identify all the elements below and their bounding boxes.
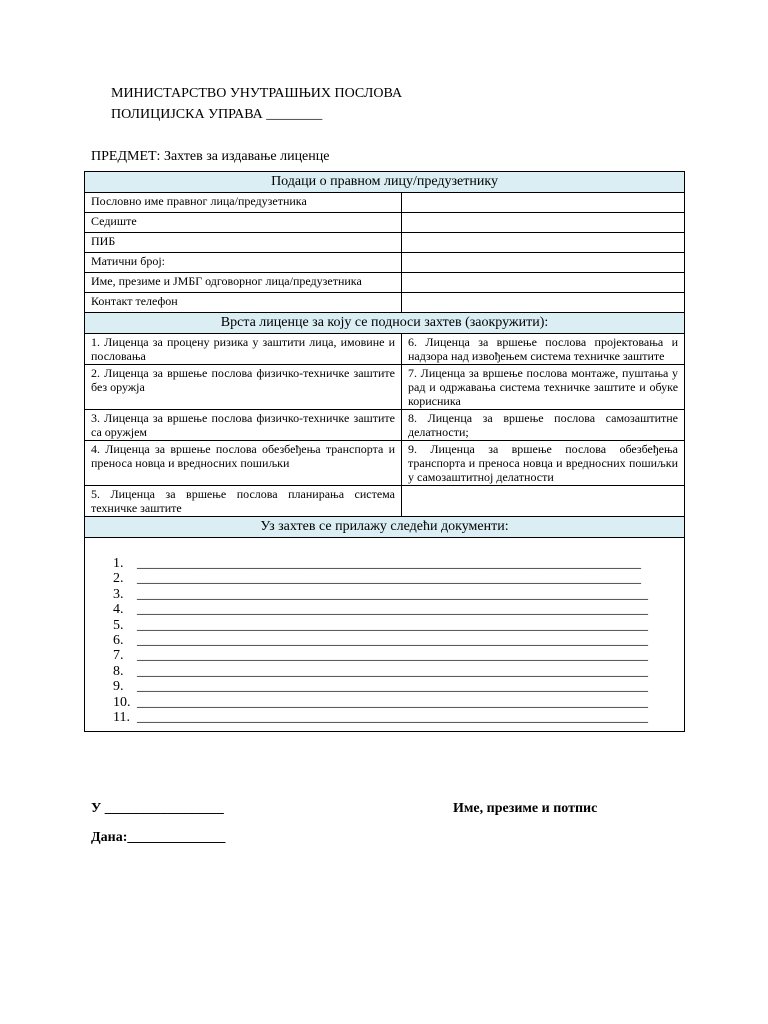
fill-line[interactable]: _________________________________________________________________________ <box>137 694 648 710</box>
list-item[interactable] <box>113 556 684 571</box>
table-row <box>85 441 685 486</box>
fill-line[interactable]: _________________________________________________________________________ <box>137 679 648 695</box>
list-number: 5. <box>113 617 124 633</box>
section-company-data-title: Подаци о правном лицу/предузетнику <box>85 172 685 193</box>
table-row <box>85 213 685 233</box>
documents-list-cell <box>85 538 685 732</box>
section-documents-title: Уз захтев се прилажу следећи документи: <box>85 517 685 538</box>
field-label-pib: ПИБ <box>85 233 402 253</box>
field-label-contact-phone: Контакт телефон <box>85 293 402 313</box>
license-option-2[interactable]: 2. Лиценца за вршење послова физичко-техничке заштите без оружја <box>85 365 402 410</box>
list-item[interactable] <box>113 633 684 648</box>
field-value-business-name[interactable] <box>402 193 685 213</box>
field-label-business-name: Пословно име правног лица/предузетника <box>85 193 402 213</box>
empty-cell <box>402 486 685 517</box>
table-row <box>85 233 685 253</box>
list-number: 7. <box>113 648 124 664</box>
table-row <box>85 253 685 273</box>
table-row <box>85 273 685 293</box>
license-option-8[interactable]: 8. Лиценца за вршење послова самозаштитне делатности; <box>402 410 685 441</box>
license-option-6[interactable]: 6. Лиценца за вршење послова пројектовања и надзора над извођењем система техничке заштите <box>402 334 685 365</box>
place-field[interactable]: У _________________ <box>91 801 224 816</box>
list-number: 4. <box>113 602 124 618</box>
list-item[interactable] <box>113 695 684 710</box>
ministry-heading: МИНИСТАРСТВО УНУТРАШЊИХ ПОСЛОВА <box>111 86 403 101</box>
license-option-9[interactable]: 9. Лиценца за вршење послова обезбеђења транспорта и преноса новца и вредносних пошиљки у самозаштитној делатности <box>402 441 685 486</box>
fill-line[interactable]: ________________________________________________________________________ <box>137 556 641 571</box>
list-item[interactable] <box>113 710 684 725</box>
table-row <box>85 193 685 213</box>
list-item[interactable] <box>113 648 684 663</box>
table-row <box>85 486 685 517</box>
fill-line[interactable]: _________________________________________________________________________ <box>137 633 648 649</box>
field-value-responsible-person[interactable] <box>402 273 685 293</box>
list-number: 10. <box>113 694 131 710</box>
table-row <box>85 334 685 365</box>
fill-line[interactable]: _________________________________________________________________________ <box>137 648 648 664</box>
list-number: 1. <box>113 556 124 571</box>
license-option-5[interactable]: 5. Лиценца за вршење послова планирања система техничке заштите <box>85 486 402 517</box>
list-item[interactable] <box>113 664 684 679</box>
signature-label: Име, презиме и потпис <box>453 801 598 816</box>
fill-line[interactable]: _________________________________________________________________________ <box>137 586 648 602</box>
field-value-registration-number[interactable] <box>402 253 685 273</box>
application-form-table <box>84 171 685 732</box>
list-number: 11. <box>113 710 130 726</box>
fill-line[interactable]: _________________________________________________________________________ <box>137 602 648 618</box>
field-value-contact-phone[interactable] <box>402 293 685 313</box>
table-row <box>85 410 685 441</box>
section-license-type-title: Врста лиценце за коју се подноси захтев (заокружити): <box>85 313 685 334</box>
fill-line[interactable]: ________________________________________________________________________ <box>137 571 641 587</box>
list-number: 6. <box>113 633 124 649</box>
license-option-7[interactable]: 7. Лиценца за вршење послова монтаже, пуштања у рад и одржавања система техничке заштите и обуке корисника <box>402 365 685 410</box>
list-item[interactable] <box>113 679 684 694</box>
field-label-seat: Седиште <box>85 213 402 233</box>
documents-list <box>85 556 684 725</box>
license-option-3[interactable]: 3. Лиценца за вршење послова физичко-техничке заштите са оружјем <box>85 410 402 441</box>
table-row <box>85 293 685 313</box>
field-value-seat[interactable] <box>402 213 685 233</box>
list-item[interactable] <box>113 571 684 586</box>
list-number: 2. <box>113 571 124 587</box>
license-option-1[interactable]: 1. Лиценца за процену ризика у заштити лица, имовине и пословања <box>85 334 402 365</box>
field-value-pib[interactable] <box>402 233 685 253</box>
list-number: 9. <box>113 679 124 695</box>
list-number: 8. <box>113 663 124 679</box>
list-number: 3. <box>113 586 124 602</box>
fill-line[interactable]: _________________________________________________________________________ <box>137 663 648 679</box>
police-department-heading: ПОЛИЦИЈСКА УПРАВА ________ <box>111 107 323 122</box>
list-item[interactable] <box>113 587 684 602</box>
license-option-4[interactable]: 4. Лиценца за вршење послова обезбеђења транспорта и преноса новца и вредносних пошиљки <box>85 441 402 486</box>
field-label-responsible-person: Име, презиме и ЈМБГ одговорног лица/предузетника <box>85 273 402 293</box>
field-label-registration-number: Матични број: <box>85 253 402 273</box>
subject-line: ПРЕДМЕТ: Захтев за издавање лиценце <box>91 149 330 164</box>
list-item[interactable] <box>113 618 684 633</box>
fill-line[interactable]: _________________________________________________________________________ <box>137 710 648 726</box>
table-row <box>85 365 685 410</box>
date-field[interactable]: Дана:______________ <box>91 830 226 845</box>
list-item[interactable] <box>113 602 684 617</box>
fill-line[interactable]: _________________________________________________________________________ <box>137 617 648 633</box>
